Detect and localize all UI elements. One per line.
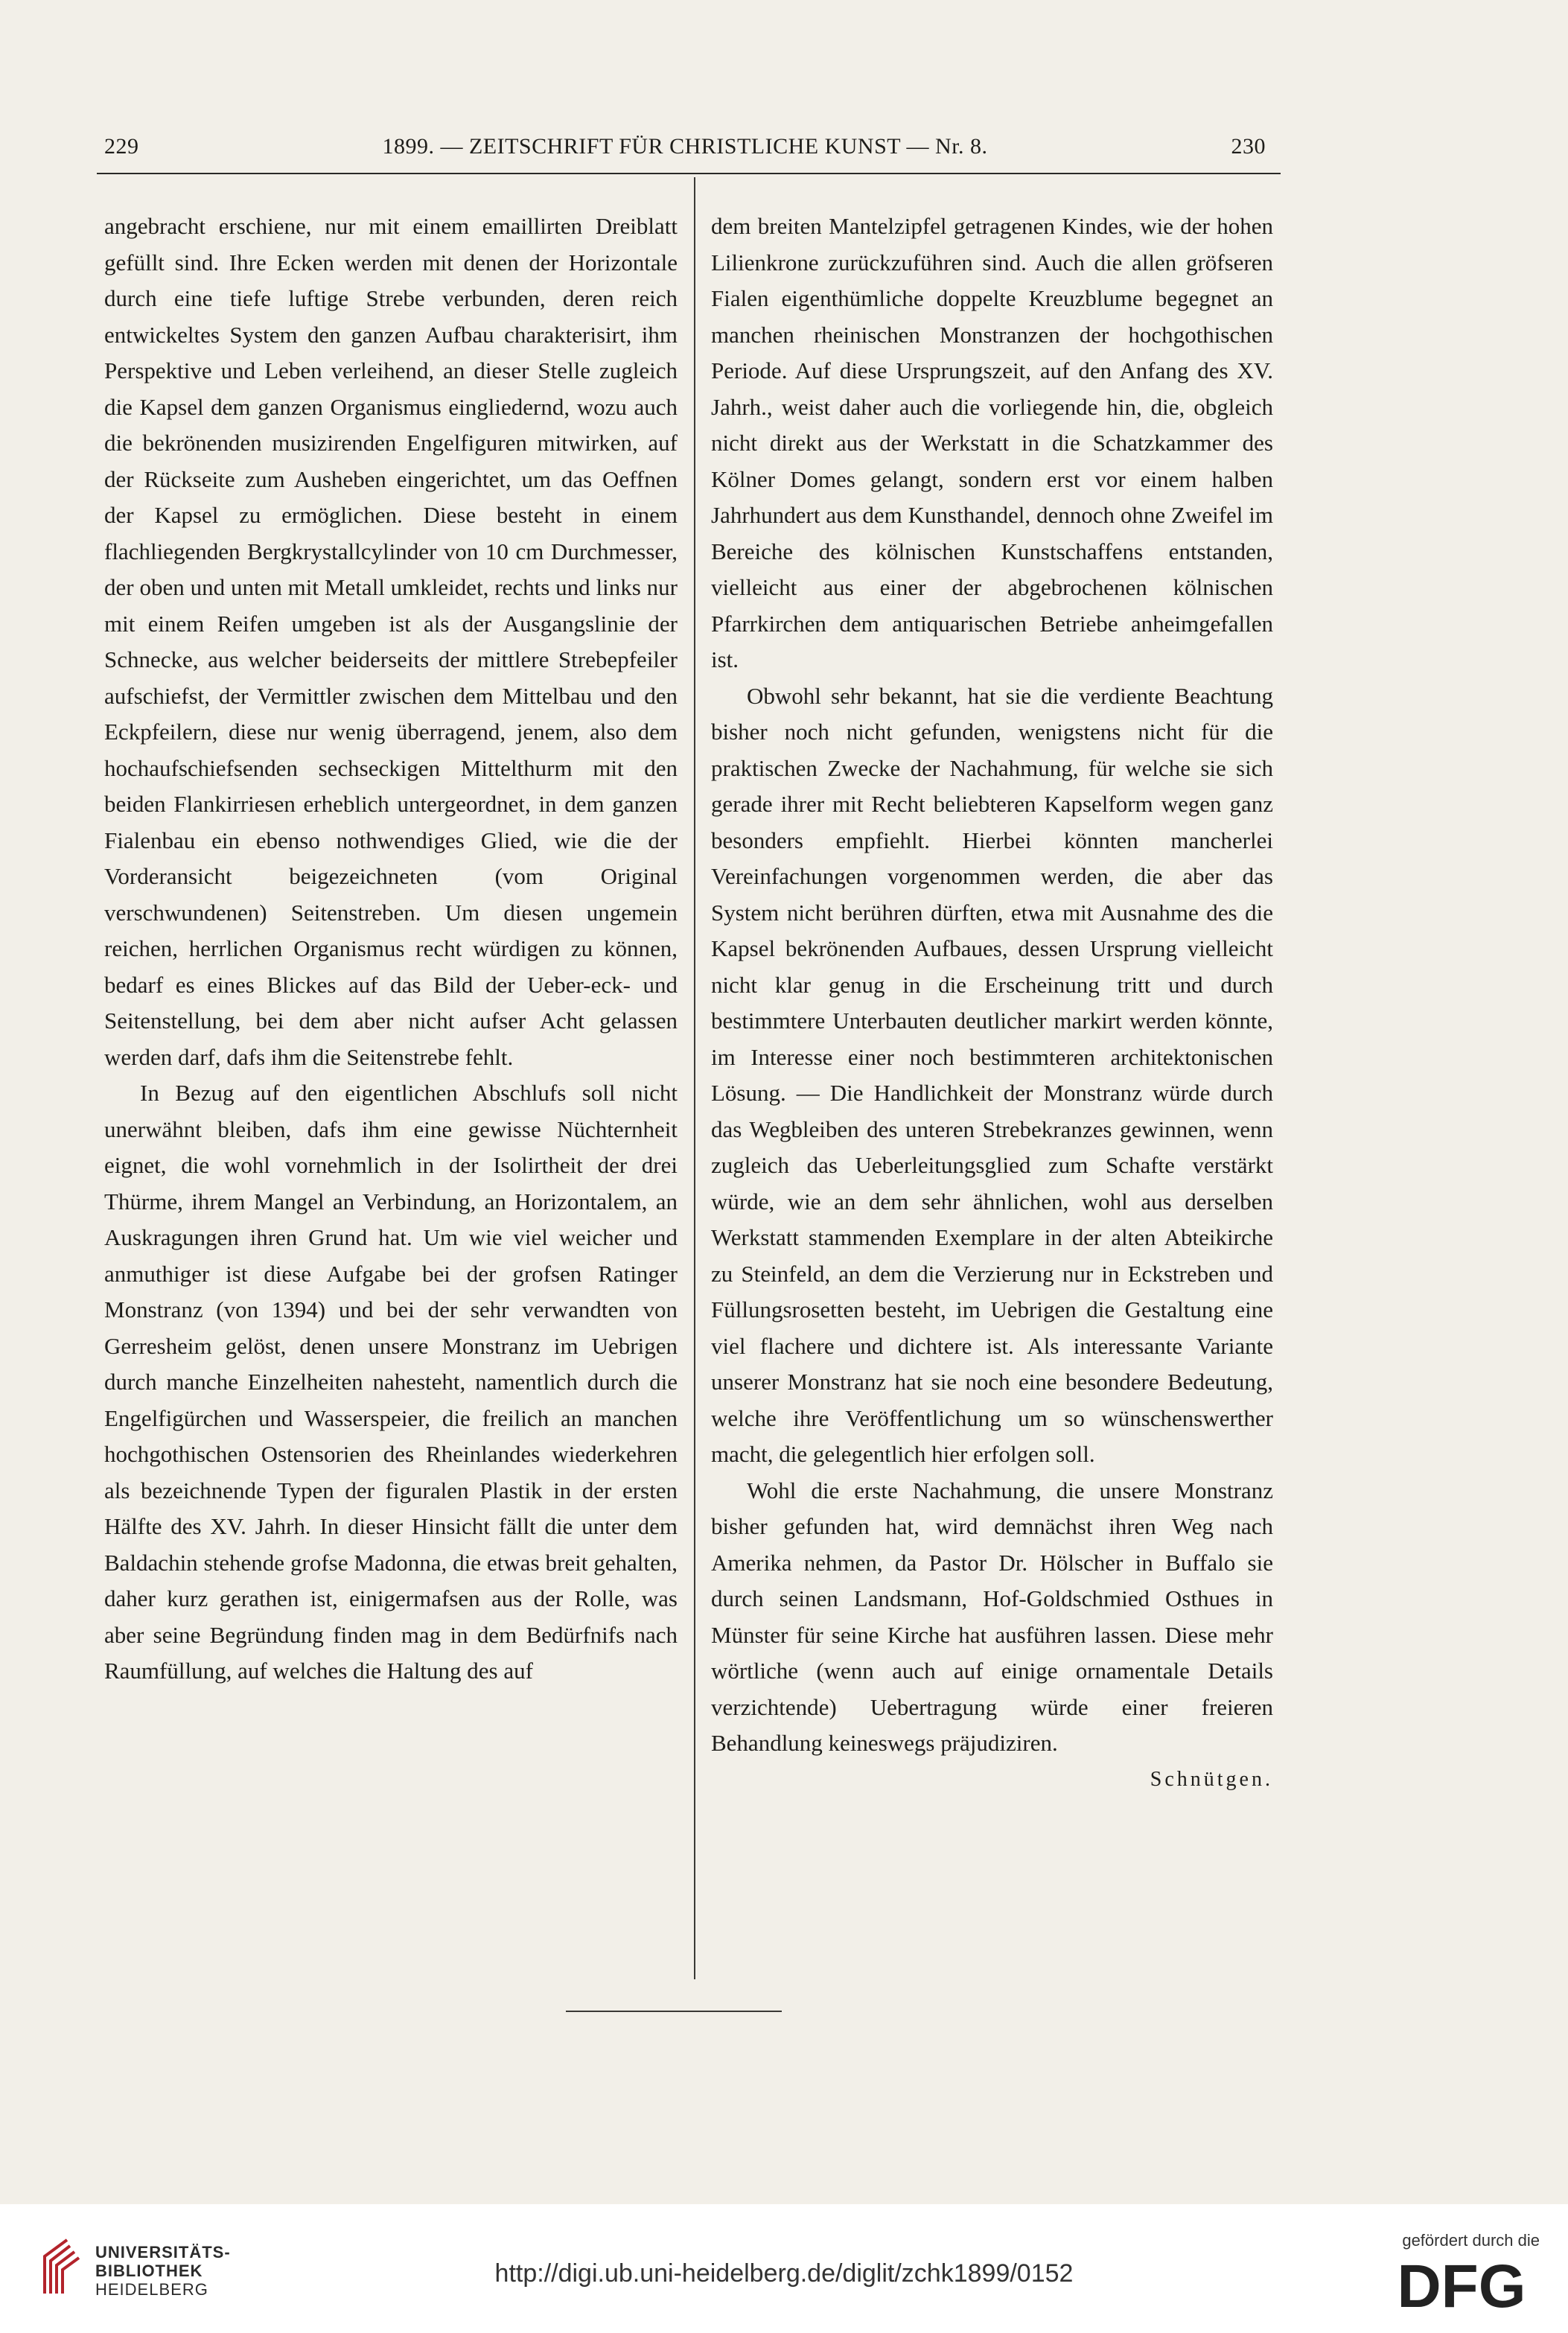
paragraph: angebracht erschiene, nur mit einem emaillirten Dreiblatt gefüllt sind. Ihre Ecken werden mit denen der Horizontale durch eine tiefe luftige Strebe verbunden, deren reich entwickeltes System den ganzen Aufbau charakterisirt, ihm Perspektive und Leben verleihend, an dieser Stelle zugleich die Kapsel dem ganzen Organismus eingliedernd, wozu auch die bekrönenden musizirenden Engelfiguren mitwirken, auf der Rückseite zum Ausheben eingerichtet, um das Oeffnen der Kapsel zu ermöglichen. Diese besteht in einem flachliegenden Bergkrystallcylinder von 10 cm Durchmesser, der oben und unten mit Metall umkleidet, rechts und links nur mit einem Reifen umgeben ist als der Ausgangslinie der Schnecke, aus welcher beiderseits der mittlere Strebepfeiler aufschiefst, der Vermittler zwischen dem Mittelbau und den Eckpfeilern, diese nur wenig überragend, jenem, also dem hochaufschiefsenden sechseckigen Mittelthurm mit den beiden Flankirriesen erheblich untergeordnet, in dem ganzen Fialenbau ein ebenso nothwendiges Glied, wie die der Vorderansicht beigezeichneten (vom Original verschwundenen) Seitenstreben. Um diesen ungemein reichen, herrlichen Organismus recht würdigen zu können, bedarf es eines Blickes auf das Bild der Ueber-eck- und Seitenstellung, bei dem aber nicht aufser Acht gelassen werden darf, dafs ihm die Seitenstrebe fehlt. [104, 213, 678, 1070]
permalink-url[interactable]: http://digi.ub.uni-heidelberg.de/diglit/zchk1899/0152 [494, 2259, 1074, 2288]
running-header [104, 134, 1266, 171]
funded-by-label: gefördert durch die [1402, 2231, 1540, 2250]
paragraph: In Bezug auf den eigentlichen Abschlufs soll nicht unerwähnt bleiben, dafs ihm eine gewisse Nüchternheit eignet, die wohl vornehmlich in der Isolirtheit der drei Thürme, ihrem Mangel an Verbindung, an Horizontalem, an Auskragungen ihren Grund hat. Um wie viel weicher und anmuthiger ist diese Aufgabe bei der grofsen Ratinger Monstranz (von 1394) und bei der sehr verwandten von Gerresheim gelöst, denen unsere Monstranz im Uebrigen durch manche Einzelheiten nahesteht, namentlich durch die Engelfigürchen und Wasserspeier, die freilich an manchen hochgothischen Ostensorien des Rheinlandes wiederkehren als bezeichnende Typen der figuralen Plastik in der ersten Hälfte des XV. Jahrh. In dieser Hinsicht fällt die unter dem Baldachin stehende grofse Madonna, die etwas breit gehalten, daher kurz gerathen ist, einigermafsen aus der Rolle, was aber seine Begründung finden mag in dem Bedürfnifs nach Raumfüllung, auf welches die Haltung des auf [104, 1080, 678, 1684]
page-number-right: 230 [1231, 134, 1266, 159]
journal-title: 1899. — ZEITSCHRIFT FÜR CHRISTLICHE KUNST — Nr. 8. [382, 134, 988, 159]
paragraph: Wohl die erste Nachahmung, die unsere Monstranz bisher gefunden hat, wird demnächst ihren Weg nach Amerika nehmen, da Pastor Dr. Hölscher in Buffalo sie durch seinen Landsmann, Hof-Goldschmied Osthues in Münster für seine Kirche hat ausführen lassen. Diese mehr wörtliche (wenn auch auf einige ornamentale Details verzichtende) Uebertragung würde einer freieren Behandlung keineswegs präjudiziren. [711, 1477, 1273, 1756]
dfg-logo-icon [1383, 2256, 1540, 2316]
paragraph: Obwohl sehr bekannt, hat sie die verdiente Beachtung bisher noch nicht gefunden, wenigstens nicht für die praktischen Zwecke der Nachahmung, für welche sie sich gerade ihrer mit Recht beliebteren Kapselform wegen ganz besonders empfiehlt. Hierbei könnten mancherlei Vereinfachungen vorgenommen werden, die aber das System nicht berühren dürften, etwa mit Ausnahme des die Kapsel bekrönenden Aufbaues, dessen Ursprung vielleicht nicht klar genug in die Erscheinung tritt und durch bestimmtere Unterbauten deutlicher markirt werden könnte, im Interesse einer noch bestimmteren architektonischen Lösung. — Die Handlichkeit der Monstranz würde durch das Wegbleiben des unteren Strebekranzes gewinnen, wenn zugleich das Ueberleitungsglied zum Schafte verstärkt würde, wie an dem sehr ähnlichen, wohl aus derselben Werkstatt stammenden Exemplare in der alten Abteikirche zu Steinfeld, an dem die Verzierung nur in Eckstreben und Füllungsrosetten besteht, im Uebrigen die Gestaltung eine viel flachere und dichtere ist. Als interessante Variante unserer Monstranz hat sie noch eine besondere Bedeutung, welche ihre Veröffentlichung um so wünschenswerther macht, die gelegentlich hier erfolgen soll. [711, 682, 1273, 1467]
left-column [104, 209, 678, 1690]
dfg-logo-text: DFG [1397, 2256, 1526, 2316]
author-signature: Schnütgen. [1150, 1767, 1273, 1791]
library-name-line: BIBLIOTHEK [95, 2262, 203, 2280]
paragraph: dem breiten Mantelzipfel getragenen Kindes, wie der hohen Lilienkrone zurückzuführen sind. Auch die allen gröfseren Fialen eigenthümliche doppelte Kreuzblume begegnet an manchen rheinischen Monstranzen der hochgothischen Periode. Auf diese Ursprungszeit, auf den Anfang des XV. Jahrh., weist daher auch die vorliegende hin, die, obgleich nicht direkt aus der Werkstatt in die Schatzkammer des Kölner Domes gelangt, sondern erst vor einem halben Jahrhundert aus dem Kunsthandel, dennoch ohne Zweifel im Bereiche des kölnischen Kunstschaffens entstanden, vielleicht aus einer der abgebrochenen kölnischen Pfarrkirchen dem antiquarischen Betriebe anheimgefallen ist. [711, 213, 1273, 672]
right-column [711, 209, 1273, 1798]
end-rule [566, 2011, 782, 2012]
library-name-line: UNIVERSITÄTS- [95, 2243, 231, 2262]
header-rule [97, 173, 1281, 174]
viewer-footer [0, 2204, 1568, 2333]
library-name-line: HEIDELBERG [95, 2280, 208, 2299]
page-number-left: 229 [104, 134, 139, 159]
column-divider [694, 177, 695, 1979]
